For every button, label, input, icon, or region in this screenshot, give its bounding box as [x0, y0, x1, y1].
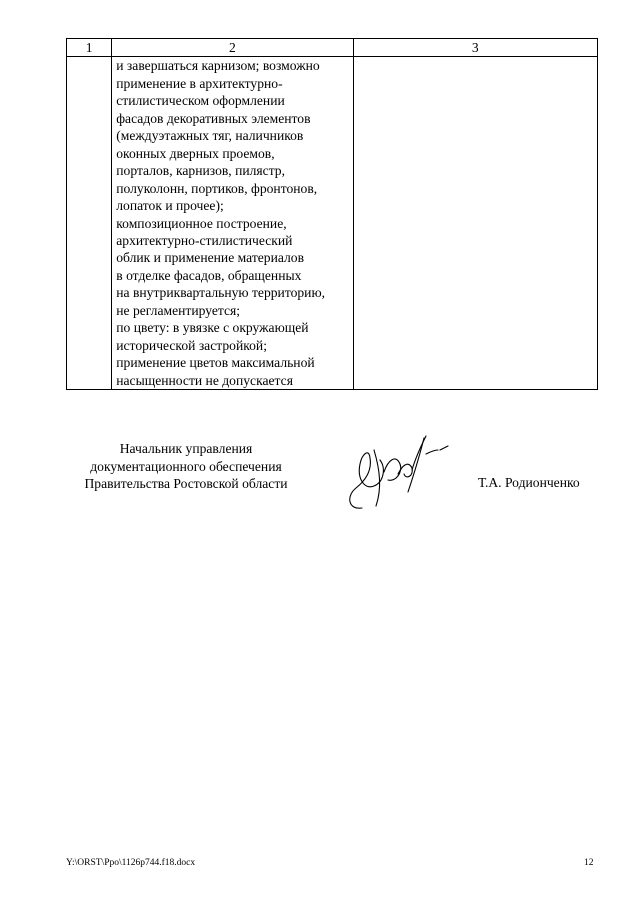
text-line: и завершаться карнизом; возможно — [116, 58, 320, 74]
table-header-row — [67, 39, 598, 57]
text-line: фасадов декоративных элементов — [116, 110, 311, 126]
text-line: оконных дверных проемов, — [116, 145, 275, 161]
footer-file-path: Y:\ORST\Ppo\1126p744.f18.docx — [66, 858, 196, 868]
header-cell-1: 1 — [67, 39, 112, 57]
text-line: насыщенности не допускается — [116, 372, 293, 388]
cell-col2 — [112, 57, 353, 390]
signer-position — [66, 440, 306, 493]
header-cell-3: 3 — [353, 39, 597, 57]
text-line: полуколонн, портиков, фронтонов, — [116, 180, 318, 196]
text-line: применение в архитектурно- — [116, 75, 283, 91]
signer-name: Т.А. Родионченко — [478, 475, 580, 490]
text-line: исторической застройкой; — [116, 337, 267, 353]
table-row — [67, 57, 598, 390]
text-line: порталов, карнизов, пилястр, — [116, 163, 285, 179]
page-number: 12 — [584, 858, 594, 868]
header-cell-2: 2 — [112, 39, 353, 57]
position-line: Правительства Ростовской области — [84, 476, 288, 492]
text-line: по цвету: в увязке с окружающей — [116, 320, 309, 336]
text-line: архитектурно-стилистический — [116, 232, 293, 248]
text-line: на внутриквартальную территорию, — [116, 285, 326, 301]
content-table — [66, 38, 598, 390]
text-line: не регламентируется; — [116, 302, 241, 318]
position-line: документационного обеспечения — [90, 458, 282, 474]
text-line: стилистическом оформлении — [116, 93, 285, 109]
cell-col3 — [353, 57, 597, 390]
position-line: Начальник управления — [119, 441, 253, 456]
text-line: лопаток и прочее); — [116, 198, 224, 214]
text-line: композиционное построение, — [116, 215, 287, 231]
text-line: в отделке фасадов, обращенных — [116, 267, 302, 283]
text-line: применение цветов максимальной — [116, 355, 315, 371]
handwritten-signature — [340, 430, 455, 515]
cell-col1 — [67, 57, 112, 390]
text-line: облик и применение материалов — [116, 250, 305, 266]
text-line: (междуэтажных тяг, наличников — [116, 128, 304, 144]
